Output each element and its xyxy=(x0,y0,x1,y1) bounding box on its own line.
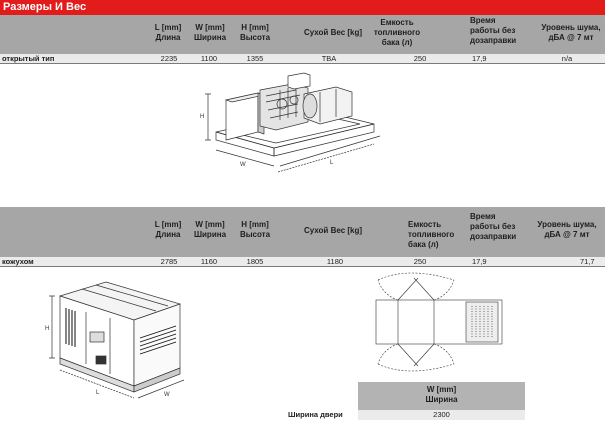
col-h-header: H [mm] Высота xyxy=(239,220,271,239)
section-title: Размеры И Вес xyxy=(0,0,605,15)
door-width-header xyxy=(358,382,525,410)
cell-runtime: 17,9 xyxy=(472,257,487,266)
door-w-header: W [mm] Ширина xyxy=(425,385,458,404)
cell-h: 1805 xyxy=(246,257,264,266)
col-runtime-header: Время работы без дозаправки xyxy=(470,212,517,241)
canopy-row xyxy=(0,257,605,267)
col-noise-header: Уровень шума, дБА @ 7 мт xyxy=(537,220,597,239)
col-h-header: H [mm] Высота xyxy=(239,23,271,42)
dim-w-label: W xyxy=(164,392,170,398)
open-type-header xyxy=(0,15,605,54)
row-label: кожухом xyxy=(2,257,34,266)
door-width-value: 2300 xyxy=(433,410,450,419)
dim-l-label: L xyxy=(330,160,334,166)
cell-noise: 71,7 xyxy=(580,257,595,266)
col-l-header: L [mm] Длина xyxy=(154,23,182,42)
cell-weight: TBA xyxy=(321,54,337,63)
canopy-header xyxy=(0,207,605,257)
door-width-label: Ширина двери xyxy=(288,410,343,419)
row-label: открытый тип xyxy=(2,54,55,63)
col-weight-header: Сухой Вес [kg] xyxy=(303,226,363,235)
door-width-row xyxy=(358,410,525,420)
cell-w: 1100 xyxy=(200,54,218,63)
col-w-header: W [mm] Ширина xyxy=(193,23,227,42)
dim-w-label: W xyxy=(240,162,246,168)
dim-h-label: H xyxy=(200,114,205,120)
col-runtime-header: Время работы без дозаправки xyxy=(470,16,517,45)
canopy-generator-drawing xyxy=(40,274,200,424)
col-l-header: L [mm] Длина xyxy=(154,220,182,239)
col-noise-header: Уровень шума, дБА @ 7 мт xyxy=(541,23,601,42)
col-w-header: W [mm] Ширина xyxy=(193,220,227,239)
cell-runtime: 17,9 xyxy=(472,54,487,63)
dim-h-label: H xyxy=(45,326,50,332)
cell-noise: n/a xyxy=(561,54,573,63)
open-type-row xyxy=(0,54,605,64)
cell-weight: 1180 xyxy=(326,257,344,266)
cell-l: 2235 xyxy=(160,54,178,63)
dim-l-label: L xyxy=(96,390,100,396)
col-weight-header: Сухой Вес [kg] xyxy=(303,28,363,37)
door-swing-top-view xyxy=(368,272,528,372)
col-tank-header: Емкость топливного бака (л) xyxy=(373,18,421,47)
col-tank-header: Емкость топливного бака (л) xyxy=(408,220,455,249)
cell-tank: 250 xyxy=(413,54,427,63)
cell-tank: 250 xyxy=(413,257,427,266)
cell-l: 2785 xyxy=(160,257,178,266)
cell-w: 1160 xyxy=(200,257,218,266)
cell-h: 1355 xyxy=(246,54,264,63)
open-generator-drawing xyxy=(196,70,396,192)
